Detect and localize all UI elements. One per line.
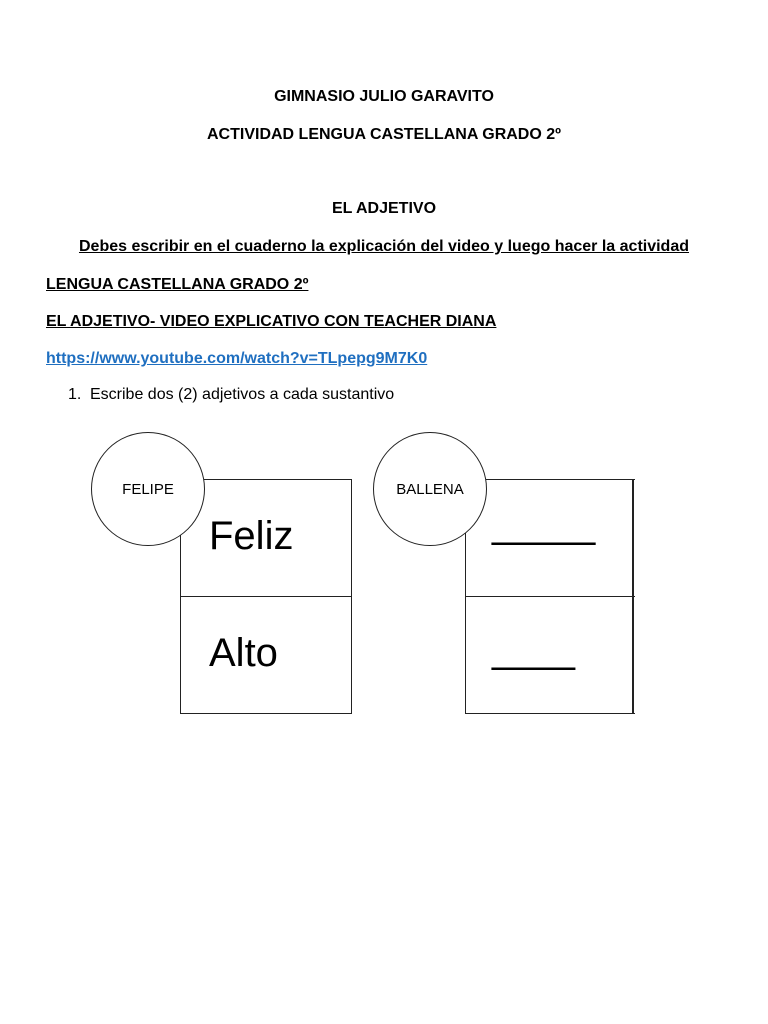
felipe-noun-label: FELIPE (122, 480, 174, 498)
ballena-noun-label: BALLENA (396, 480, 464, 498)
ballena-adjective-box (465, 479, 635, 714)
school-name: GIMNASIO JULIO GARAVITO (274, 88, 494, 105)
video-title: EL ADJETIVO- VIDEO EXPLICATIVO CON TEACHER DIANA (46, 313, 497, 330)
felipe-noun-circle (91, 432, 205, 546)
exercise-instruction (68, 386, 394, 404)
subject-heading: LENGUA CASTELLANA GRADO 2º (46, 276, 309, 293)
felipe-adjective-2: Alto (209, 630, 278, 675)
exercise-number: 1. (68, 386, 82, 403)
felipe-adjective-cell-2[interactable] (181, 597, 351, 714)
ballena-box-right-edge (632, 479, 634, 714)
ballena-adjective-blank-2: ____ (492, 626, 573, 671)
activity-title: ACTIVIDAD LENGUA CASTELLANA GRADO 2º (207, 126, 561, 143)
felipe-adjective-box (180, 479, 352, 714)
topic-title: EL ADJETIVO (331, 200, 437, 217)
ballena-adjective-cell-1[interactable] (466, 480, 635, 597)
felipe-adjective-cell-1[interactable] (181, 480, 351, 597)
ballena-adjective-blank-1: _____ (492, 502, 594, 546)
instruction-text: Debes escribir en el cuaderno la explicación del video y luego hacer la actividad (78, 238, 689, 255)
ballena-adjective-cell-2[interactable] (466, 597, 635, 714)
felipe-adjective-1: Feliz (209, 514, 294, 558)
exercise-text: Escribe dos (2) adjetivos a cada sustantivo (90, 386, 395, 403)
video-link[interactable]: https://www.youtube.com/watch?v=TLpepg9M7K0 (46, 350, 428, 367)
ballena-noun-circle (373, 432, 487, 546)
